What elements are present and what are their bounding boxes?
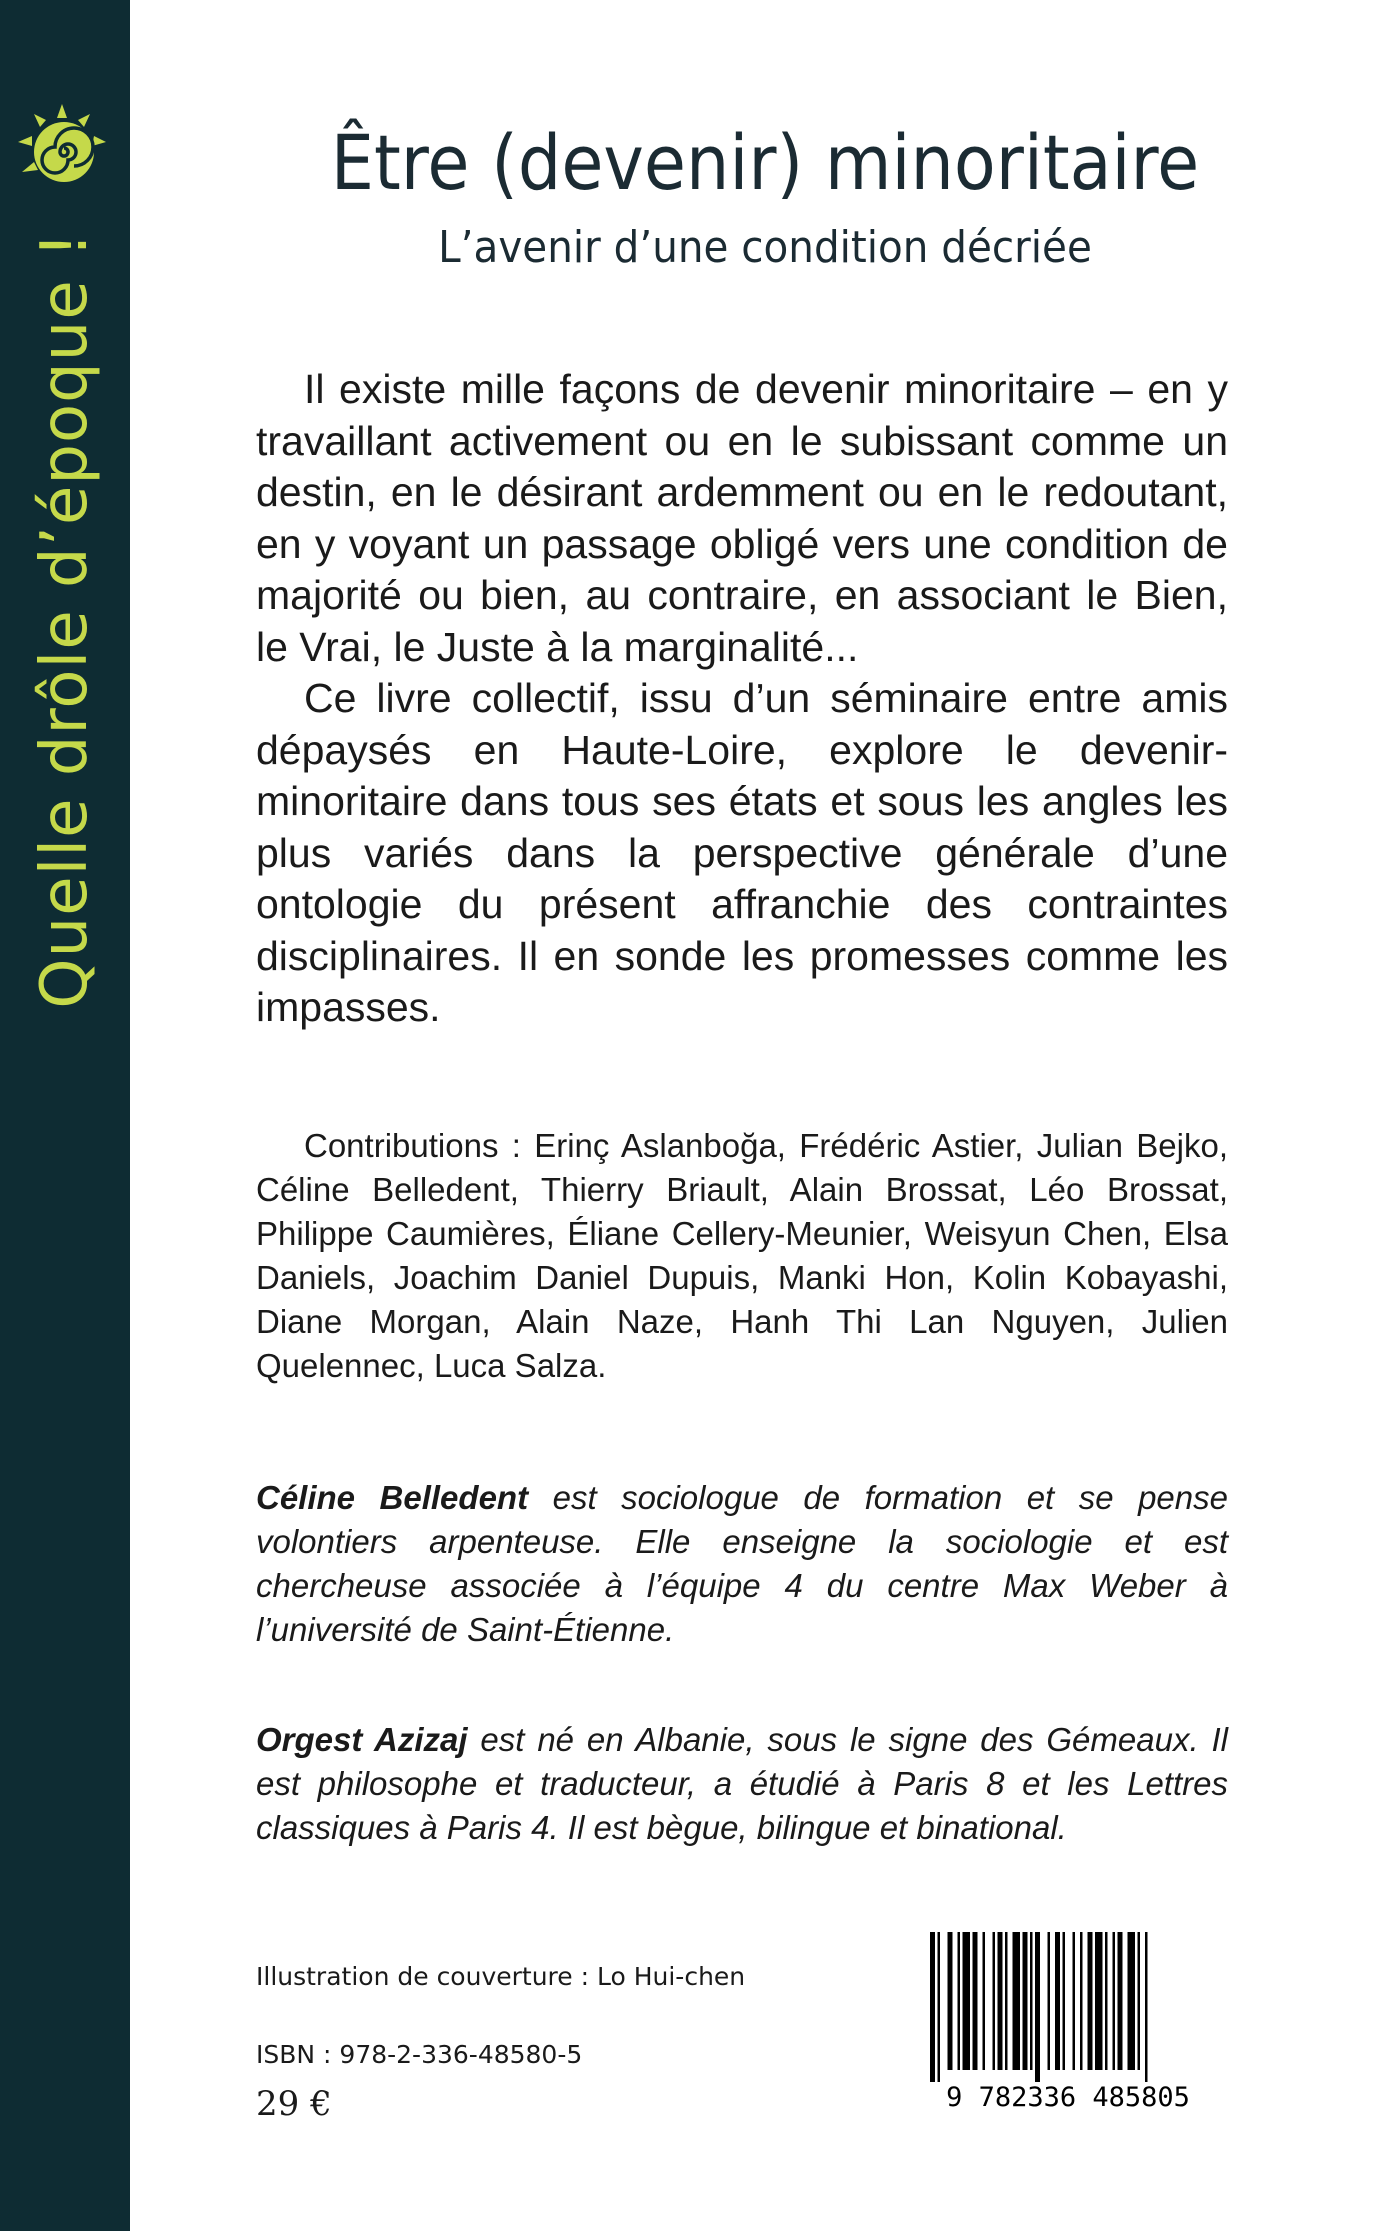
- barcode-bar: [1023, 1932, 1028, 2070]
- series-title: Quelle drôle d’époque !: [28, 231, 102, 1009]
- barcode-bar: [948, 1932, 953, 2070]
- blurb-paragraph-1: Il existe mille façons de devenir minoritaire – en y travaillant activement ou en le subissant comme un destin, en le désirant ardemment ou en le redoutant, en y voyant un passage obligé vers une condition de majorité ou bien, au contraire, en associant le Bien, le Vrai, le Juste à la marginalité...: [256, 366, 1228, 670]
- barcode: [918, 1932, 1218, 2112]
- barcode-bar: [1118, 1932, 1123, 2070]
- barcode-bar: [938, 1932, 941, 2082]
- book-title: Être (devenir) minoritaire: [330, 118, 1200, 207]
- barcode-bar: [958, 1932, 961, 2070]
- blurb: [256, 364, 1228, 1034]
- barcode-bar: [998, 1932, 1003, 2070]
- barcode-bar: [1073, 1932, 1076, 2070]
- illustration-credit: Illustration de couverture : Lo Hui-chen: [256, 1962, 746, 1991]
- barcode-bar: [1080, 1932, 1083, 2070]
- barcode-bar: [1145, 1932, 1148, 2082]
- author-bio-2: [256, 1718, 1228, 1850]
- barcode-digits: 9 782336 485805: [946, 2082, 1190, 2112]
- contributions-list: Contributions : Erinç Aslanboğa, Frédéric Astier, Julian Bejko, Céline Belledent, Thierry Briault, Alain Brossat, Léo Brossat, Philippe Caumières, Éliane Cellery-Meunier, Weisyun Chen, Elsa Daniels, Joachim Daniel Dupuis, Manki Hon, Kolin Kobayashi, Diane Morgan, Alain Naze, Hanh Thi Lan Nguyen, Julien Quelennec, Luca Salza.: [256, 1127, 1228, 1384]
- barcode-bar: [1013, 1932, 1021, 2070]
- barcode-bar: [1048, 1932, 1051, 2070]
- author-bio-text-1: est sociologue de formation et se pense volontiers arpenteuse. Elle enseigne la sociologie et est chercheuse associée à l’équipe 4 du centre Max Weber à l’université de Saint-Étienne.: [256, 1479, 1228, 1648]
- author-name-2: Orgest Azizaj: [256, 1721, 468, 1758]
- barcode-bar: [1063, 1932, 1066, 2070]
- barcode-bar: [993, 1932, 996, 2070]
- barcode-bar: [1095, 1932, 1103, 2070]
- isbn: ISBN : 978-2-336-48580-5: [256, 2040, 583, 2069]
- barcode-bar: [973, 1932, 978, 2070]
- barcode-bar: [1030, 1932, 1033, 2070]
- barcode-bar: [1005, 1932, 1008, 2070]
- barcode-bar: [983, 1932, 986, 2070]
- barcode-bar: [1055, 1932, 1060, 2070]
- barcode-bar: [1138, 1932, 1141, 2070]
- author-bio-text-2: est né en Albanie, sous le signe des Gémeaux. Il est philosophe et traducteur, a étudié à Paris 8 et les Lettres classiques à Paris 4. Il est bègue, bilingue et binational.: [256, 1721, 1228, 1846]
- spiral-sun-logo: [12, 100, 112, 200]
- barcode-bar: [930, 1932, 935, 2082]
- author-bio-1: [256, 1476, 1228, 1652]
- barcode-bar: [1035, 1932, 1040, 2082]
- spine-band: [0, 0, 130, 2231]
- blurb-paragraph-2: Ce livre collectif, issu d’un séminaire entre amis dépaysés en Haute-Loire, explore le devenir-minoritaire dans tous ses états et sous les angles les plus variés dans la perspective générale d’une ontologie du présent affranchie des contraintes disciplinaires. Il en sonde les promesses comme les impasses.: [256, 675, 1228, 1030]
- barcode-bar: [1113, 1932, 1116, 2070]
- author-name-1: Céline Belledent: [256, 1479, 529, 1516]
- barcode-bar: [963, 1932, 971, 2070]
- price: 29 €: [256, 2084, 332, 2124]
- book-subtitle: L’avenir d’une condition décriée: [438, 222, 1092, 273]
- barcode-bar: [1088, 1932, 1093, 2070]
- barcode-bar: [1128, 1932, 1136, 2070]
- barcode-bar: [1105, 1932, 1108, 2070]
- barcode-bars: [930, 1932, 1148, 2082]
